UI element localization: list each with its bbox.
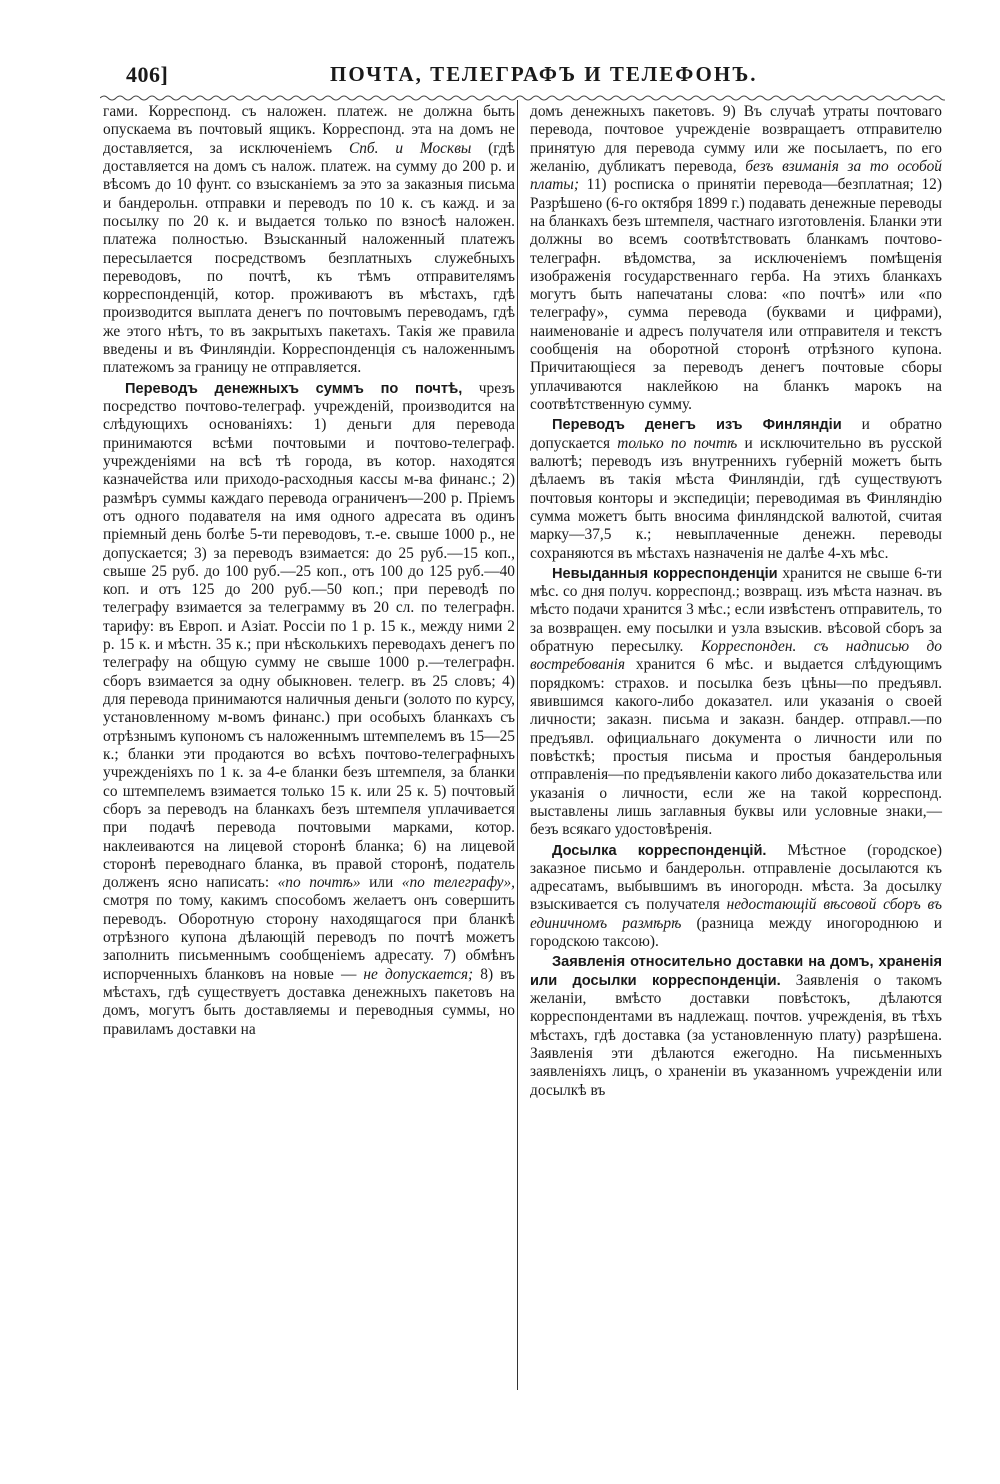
section-finland-transfer [530,416,942,563]
text-run: смотря по тому, какимъ способомъ желаетъ онъ совершить переводъ. Оборотную сторону находящагося при бланкѣ отрѣзного купона дѣлающій переводъ по почтѣ можетъ заполнить письменнымъ сообщеніемъ адресату. 7) обмѣнъ испорченныхъ бланковъ на новые — [103,892,515,983]
column-divider [517,100,518,1390]
section-money-transfer [103,380,515,1039]
italic-run: не допускается; [363,965,474,983]
page-header [100,62,945,90]
running-title: ПОЧТА, ТЕЛЕГРАФЪ И ТЕЛЕФОНЪ. [330,62,758,86]
text-run: или [360,874,402,892]
text-run: домъ денежныхъ пакетовъ. 9) Въ случаѣ утраты почтоваго перевода, почтовое учрежденіе возвращаетъ отправителю принятую для перевода сумму или же посылаетъ, по его желанію, дубликатъ перевода, [530,103,942,175]
text-run: 11) росписка о принятіи перевода—безплатная; 12) Разрѣшено (6-го октября 1899 г.) подавать денежные переводы на бланкахъ безъ штемпеля, частнаго изготовленія. Бланки эти должны во всемъ соотвѣтствовать бланкамъ почтово-телеграфн. вѣдомства, за исключеніемъ помѣщенія изображенія государственнаго герба. На этихъ бланкахъ могутъ быть напечатаны слова: «по почтѣ» или «по телеграфу», сумма перевода (буквами и цифрами), наименованіе и адресъ получателя или отправителя и текстъ сообщенія на оборотной сторонѣ отрѣзного купона. Причитающіеся за переводъ денегъ почтовые сборы уплачиваются наклейкою на бланкъ марокъ на соотвѣтственную сумму. [530,176,942,413]
text-run: чрезъ посредство почтово-телеграф. учрежденій, производится на слѣдующихъ основаніяхъ: 1) деньги для перевода принимаются всѣми почтовыми и почтово-телеграф. учрежденіями на всѣ тѣ города, въ котор. находятся казначейства или приходо-расходныя кассы м-ва финанс.; 2) размѣръ суммы каждаго перевода ограниченъ—200 р. Пріемъ отъ одного подавателя на имя одного адресата въ одинъ пріемный день болѣе 5-ти переводовъ, т.-е. свыше 1000 р., не допускается; 3) за переводъ взимается: до 25 руб.—15 коп., свыше 25 руб. до 100 руб.—25 коп., отъ 100 до 125 руб.—40 коп. и отъ 125 до 200 руб.—50 коп.; при переводѣ по телеграфу взимается за телеграмму въ 20 сл. по телеграфн. тарифу: въ Европ. и Азіат. Россіи по 1 р. 15 к., между ними 2 р. 15 к. и мѣстн. 35 к.; при нѣсколькихъ переводахъ денегъ по телеграфу на общую сумму не свыше 1000 р.—телеграфн. сборъ взимается за одну обыкновен. телегр. въ 25 словъ; 4) для перевода принимаются наличныя деньги (золото по курсу, установленному м-вомъ финанс.) при особыхъ бланкахъ съ отрѣзнымъ купономъ съ наложеннымъ штемпелемъ въ 15—25 к.; бланки эти продаются во всѣхъ почтово-телеграфныхъ учрежденіяхъ по 1 к. за 4-е бланки безъ штемпеля, за бланки со штемпелемъ взимается только 15 к. или 25 к. 5) почтовый сборъ за переводъ на бланкахъ безъ штемпеля уплачивается при подачѣ перевода почтовыми марками, котор. наклеиваются на лицевой сторонѣ бланка; 6) на лицевой сторонѣ переводнаго бланка, въ правой сторонѣ, податель долженъ ясно написать: [103,379,516,892]
wavy-line [100,96,945,100]
italic-run: Спб. и Москвы [348,139,472,157]
section-heading: Переводъ денегъ изъ Финляндіи [552,417,842,434]
page-number: 406] [126,62,169,87]
text-run: и обратно допускается [530,416,942,452]
text-run: хранится не свыше 6-ти мѣс. со дня получ. корреспонд.; возвращ. изъ мѣста назнач. въ мѣсто подачи хранится 3 мѣс.; если извѣстенъ отправитель, то за возвращен. ему посылки и узла взыскив. вѣсовой сборъ за обратную пересылку. [530,564,942,656]
section-undelivered [530,565,942,840]
text-run: (разница между иногороднюю и городскою таксою). [530,914,942,951]
paragraph-transfer-continued [530,103,942,414]
section-heading: Переводъ денежныхъ суммъ по почтѣ, [125,380,463,397]
text-run: хранится 6 мѣс. и выдается слѣдующимъ порядкомъ: страхов. и посылка безъ цѣны—по предъявл. явившимся какого-либо доказател. или указанія о своей личности; заказн. письма и заказн. бандер. отправл.—по предъявл. официальнаго документа о личности или по повѣсткѣ; простыя письма и простыя бандерольныя отправленія—по предъявленіи какого либо доказательства или указанія о личности, если же на такой корреспонд. выставлены лишь заглавныя буквы или условные знаки,—безъ всякаго удостовѣренія. [530,656,942,839]
section-heading: Заявленія относительно доставки на домъ, храненія или досылки корреспонденціи. [530,954,942,989]
text-run: 8) въ мѣстахъ, гдѣ существуетъ доставка денежныхъ пакетовъ на домъ, могутъ быть доставляемы и переводныя суммы, но правиламъ доставки на [103,965,515,1038]
right-column [530,103,942,1100]
italic-run: безъ взиманія за то особой платы; [530,157,942,194]
section-heading: Невыданныя корреспонденціи [552,565,778,582]
italic-run: Корреспонден. съ надписью до востребованія [530,638,942,674]
left-column [103,103,515,1039]
text-run: и исключительно въ русской валютѣ; переводъ изъ внутреннихъ губерній можетъ быть дѣлаемъ въ такія мѣста Финляндіи, гдѣ существуютъ почтовыя конторы и экспедиціи; переводимая въ Финляндію сумма можетъ быть вносима финляндской валютой, считая марку—37,5 к.; невыплаченные денежн. переводы сохраняются въ мѣстахъ назначенія не далѣе 4-хъ мѣс. [530,434,942,562]
paragraph-cod-continued [103,103,515,378]
text-run: Заявленія о такомъ желаніи, вмѣсто доставки повѣстокъ, дѣлаются корреспондентами въ надлежащ. почтов. учрежденія, въ тѣхъ мѣстахъ, гдѣ доставка (за установленную плату) разрѣшена. Заявленія эти дѣлаются ежегодно. На письменныхъ заявленіяхъ лицъ, о храненіи въ указанномъ учрежденіи или досылкѣ въ [530,971,942,1099]
text-run: Мѣстное (городское) заказное письмо и бандерольн. отправленіе досылаются къ адресатамъ, выбывшимъ въ иногородн. мѣста. За досылку взыскивается съ получателя [530,841,943,914]
text-run: (гдѣ доставляется на домъ съ налож. платеж. на сумму до 200 р. и вѣсомъ до 10 фунт. со взысканіемъ за это за заказныя письма и бандерольн. отправки и переводъ по 10 к. съ кажд. и за посылку по 20 к. и выдается только по взносѣ наложен. платежа полностью. Взысканный наложенный платежъ пересылается посредствомъ безплатныхъ служебныхъ переводовъ, по почтѣ, къ тѣмъ отправителямъ корреспонденцій, котор. проживаютъ въ мѣстахъ, гдѣ производится выплата денегъ по почтовымъ переводамъ, гдѣ же этого нѣтъ, то въ закрытыхъ пакетахъ. Такія же правила введены и въ Финляндіи. Корреспонденція съ наложеннымъ платежомъ за границу не отправляется. [103,139,515,377]
section-forwarding [530,842,942,952]
italic-run: «по почтѣ» [277,874,361,892]
italic-run: «по телеграфу», [401,874,516,892]
section-heading: Досылка корреспонденцій. [552,842,767,859]
text-run: гами. Корреспонд. съ наложен. платеж. не должна быть опускаема въ почтовый ящикъ. Корреспонд. эта на домъ не доставляется, за исключеніемъ [103,103,515,157]
section-applications [530,953,942,1100]
italic-run: только по почтѣ [617,434,738,452]
italic-run: недостающій вѣсовой сборъ въ единичномъ размѣрѣ [530,896,942,932]
